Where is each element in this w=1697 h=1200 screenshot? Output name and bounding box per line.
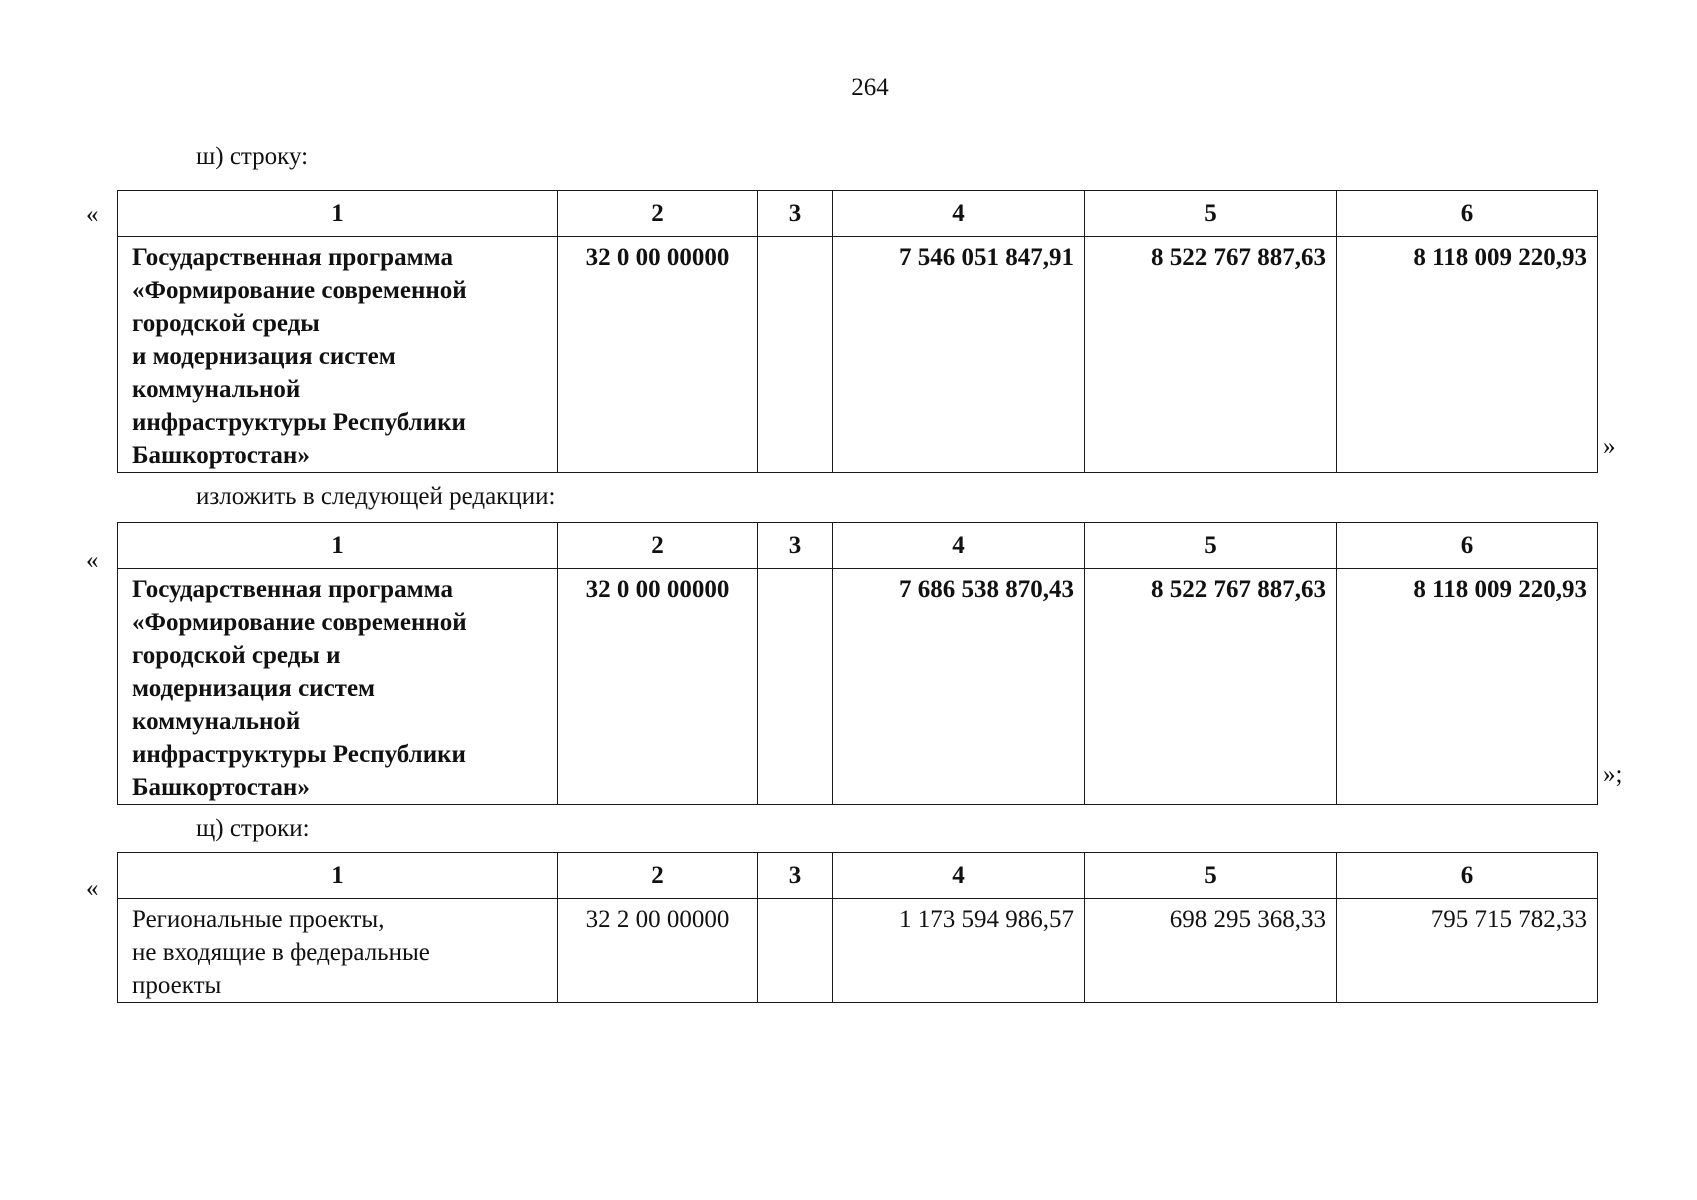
- program-name-line: модернизация систем: [132, 675, 376, 702]
- program-name-line: не входящие в федеральные: [132, 939, 430, 966]
- program-name-line: Государственная программа: [132, 244, 453, 271]
- header-col-4: 4: [833, 523, 1085, 569]
- table-row: [118, 569, 1598, 805]
- classification-code-cell: 32 2 00 00000: [558, 899, 758, 1003]
- amount-col-6: 8 118 009 220,93: [1337, 237, 1598, 473]
- amount-col-4: 1 173 594 986,57: [833, 899, 1085, 1003]
- page-number: 264: [851, 74, 889, 101]
- col3-cell: [758, 237, 833, 473]
- open-quote: «: [86, 875, 99, 902]
- program-name-line: инфраструктуры Республики: [132, 741, 466, 768]
- program-name-line: и модернизация систем: [132, 343, 396, 370]
- header-col-4: 4: [833, 853, 1085, 899]
- table-header-row: [118, 523, 1598, 569]
- program-name-line: городской среды: [132, 310, 320, 337]
- close-quote: »;: [1603, 761, 1623, 788]
- header-col-5: 5: [1085, 191, 1337, 237]
- amount-col-5: 8 522 767 887,63: [1085, 237, 1337, 473]
- header-col-6: 6: [1337, 191, 1598, 237]
- program-name-line: городской среды и: [132, 642, 341, 669]
- section-intro: изложить в следующей редакции:: [196, 483, 556, 510]
- program-name-line: Региональные проекты,: [132, 906, 385, 933]
- budget-table: [117, 852, 1598, 1003]
- program-name-cell: [118, 237, 558, 473]
- amount-col-4: 7 546 051 847,91: [833, 237, 1085, 473]
- classification-code-cell: 32 0 00 00000: [558, 237, 758, 473]
- program-name-cell: [118, 569, 558, 805]
- program-name-line: Государственная программа: [132, 576, 453, 603]
- header-col-5: 5: [1085, 853, 1337, 899]
- header-col-5: 5: [1085, 523, 1337, 569]
- program-name-line: «Формирование современной: [132, 609, 467, 636]
- program-name-line: «Формирование современной: [132, 277, 467, 304]
- table-row: [118, 899, 1598, 1003]
- table-row: [118, 237, 1598, 473]
- open-quote: «: [86, 547, 99, 574]
- program-name-line: коммунальной: [132, 708, 301, 735]
- amount-col-5: 698 295 368,33: [1085, 899, 1337, 1003]
- header-col-2: 2: [558, 191, 758, 237]
- program-name-line: коммунальной: [132, 376, 301, 403]
- section-intro: щ) строки:: [196, 815, 310, 842]
- close-quote: »: [1603, 433, 1616, 460]
- program-name-cell: [118, 899, 558, 1003]
- header-col-1: 1: [118, 191, 558, 237]
- amount-col-6: 795 715 782,33: [1337, 899, 1598, 1003]
- header-col-3: 3: [758, 853, 833, 899]
- program-name-line: проекты: [132, 972, 222, 999]
- header-col-3: 3: [758, 523, 833, 569]
- open-quote: «: [86, 201, 99, 228]
- classification-code-cell: 32 0 00 00000: [558, 569, 758, 805]
- header-col-1: 1: [118, 523, 558, 569]
- header-col-1: 1: [118, 853, 558, 899]
- header-col-3: 3: [758, 191, 833, 237]
- amount-col-4: 7 686 538 870,43: [833, 569, 1085, 805]
- header-col-6: 6: [1337, 853, 1598, 899]
- header-col-6: 6: [1337, 523, 1598, 569]
- header-col-2: 2: [558, 523, 758, 569]
- table-header-row: [118, 191, 1598, 237]
- section-intro: ш) строку:: [196, 143, 309, 170]
- table-header-row: [118, 853, 1598, 899]
- program-name-line: Башкортостан»: [132, 442, 310, 469]
- program-name-line: инфраструктуры Республики: [132, 409, 466, 436]
- col3-cell: [758, 899, 833, 1003]
- budget-table: [117, 190, 1598, 473]
- col3-cell: [758, 569, 833, 805]
- header-col-2: 2: [558, 853, 758, 899]
- amount-col-6: 8 118 009 220,93: [1337, 569, 1598, 805]
- header-col-4: 4: [833, 191, 1085, 237]
- budget-table: [117, 522, 1598, 805]
- program-name-line: Башкортостан»: [132, 774, 310, 801]
- amount-col-5: 8 522 767 887,63: [1085, 569, 1337, 805]
